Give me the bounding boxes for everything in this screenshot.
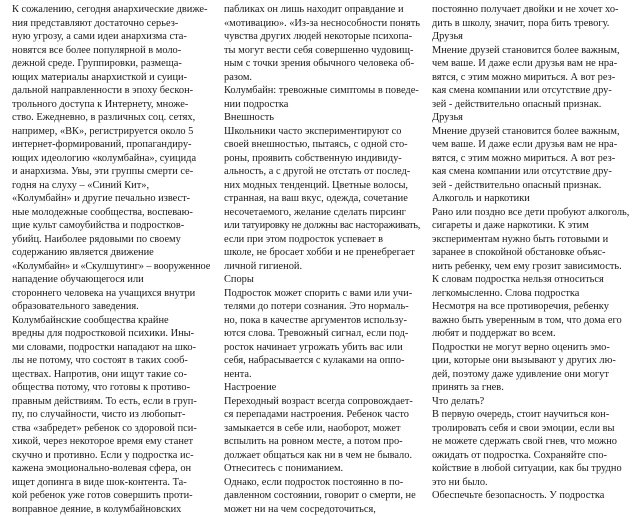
text-line: Школьники часто экспериментируют со <box>224 125 420 139</box>
text-line: своей внешностью, пытаясь, с одной сто- <box>224 138 420 152</box>
text-line: важно быть уверенным в том, что дома его <box>432 314 630 328</box>
text-line: «Колумбайн» и другие печально извест- <box>12 192 210 206</box>
text-line: телями до потери сознания. Это нормаль- <box>224 300 420 314</box>
text-line: вредны для подростковой психики. Ины- <box>12 327 210 341</box>
text-line: ся перепадами настроения. Ребенок часто <box>224 408 420 422</box>
text-line: кая смена компании или отсутствие дру- <box>432 84 630 98</box>
text-line: пу, по случайности, чисто из любопыт- <box>12 408 210 422</box>
text-line: правным действиям. То есть, если в груп- <box>12 395 210 409</box>
text-line: альность, а с другой не отстать от послед- <box>224 165 420 179</box>
text-line: не можете сдержать свой гнев, что можно <box>432 435 630 449</box>
text-line: ния представляют достаточно серьез- <box>12 17 210 31</box>
text-line: В первую очередь, стоит научиться кон- <box>432 408 630 422</box>
text-line: Что делать? <box>432 395 630 409</box>
text-line: росток начинает угрожать убить вас или <box>224 341 420 355</box>
text-line: К словам подростка нельзя относиться <box>432 273 630 287</box>
text-line: Настроение <box>224 381 420 395</box>
text-line: нии подростка <box>224 98 420 112</box>
text-line: Несмотря на все противоречия, ребенку <box>432 300 630 314</box>
text-line: замыкается в себе или, наоборот, может <box>224 422 420 436</box>
text-line: воправное деяние, в колумбайновских <box>12 503 210 516</box>
text-line: кая смена компании или отсутствие дру- <box>432 165 630 179</box>
text-line: К сожалению, сегодня анархические движе- <box>12 3 210 17</box>
text-line: чем ваше. И даже если друзья вам не нра- <box>432 138 630 152</box>
text-line: койствие в любой ситуации, как бы трудно <box>432 462 630 476</box>
text-line: сигареты и даже наркотики. К этим <box>432 219 630 233</box>
text-line: зей - действительно опасный признак. <box>432 179 630 193</box>
text-line: нападение обучающегося или <box>12 273 210 287</box>
text-line: или татуировку не должны вас настораживать, <box>224 219 420 233</box>
text-line: них модных тенденций. Цветные волосы, <box>224 179 420 193</box>
text-line: школе, не бросает хобби и не пренебрегает <box>224 246 420 260</box>
text-line: ную угрозу, а сами идеи анархизма ста- <box>12 30 210 44</box>
text-line: лы не потому, что состоят в таких сооб- <box>12 354 210 368</box>
text-line: например, «ВК», регистрируется около 5 <box>12 125 210 139</box>
text-line: ные молодежные сообщества, воспеваю- <box>12 206 210 220</box>
text-line: «Колумбайн» и «Скулшутинг» – вооруженное <box>12 260 210 274</box>
text-line: пабликах он лишь находит оправдание и <box>224 3 420 17</box>
text-line: любят и поддержат во всем. <box>432 327 630 341</box>
text-line: вятся, с этим можно мириться. А вот рез- <box>432 71 630 85</box>
text-line: Колумбайнские сообщества крайне <box>12 314 210 328</box>
text-line: ты могут вести себя совершенно чудовищ- <box>224 44 420 58</box>
text-line: Алкоголь и наркотики <box>432 192 630 206</box>
text-line: ным с точки зрения обычного человека об- <box>224 57 420 71</box>
text-line: интернет-формирований, пропагандиру- <box>12 138 210 152</box>
text-line: Подросток может спорить с вами или учи- <box>224 287 420 301</box>
text-line: Внешность <box>224 111 420 125</box>
text-line: давленном состоянии, говорит о смерти, не <box>224 489 420 503</box>
text-line: Мнение друзей становится более важным, <box>432 44 630 58</box>
text-line: ство. Ежедневно, в различных соц. сетях, <box>12 111 210 125</box>
text-line: вспылить на ровном месте, а потом про- <box>224 435 420 449</box>
text-line: зей - действительно опасный признак. <box>432 98 630 112</box>
text-line: Обеспечьте безопасность. У подростка <box>432 489 630 503</box>
text-line: хикой, через некоторое время ему станет <box>12 435 210 449</box>
text-line: чувства других людей некоторые психопа- <box>224 30 420 44</box>
text-line: может ни на чем сосредоточиться, <box>224 503 420 516</box>
text-line: Подростки не могут верно оценить эмо- <box>432 341 630 355</box>
text-line: общества потому, что готовы к противо- <box>12 381 210 395</box>
text-line: содержанию является движение <box>12 246 210 260</box>
text-line: кой ребенок уже готов совершить проти- <box>12 489 210 503</box>
text-line: Споры <box>224 273 420 287</box>
text-line: Друзья <box>432 30 630 44</box>
text-line: Однако, если подросток постоянно в по- <box>224 476 420 490</box>
text-line: ми словами, подростки нападают на шко- <box>12 341 210 355</box>
text-line: дей, поэтому даже удивление они могут <box>432 368 630 382</box>
text-line: вятся, с этим можно мириться. А вот рез- <box>432 152 630 166</box>
text-line: и анархизма. Увы, эти группы смерти се- <box>12 165 210 179</box>
text-line: Колумбайн: тревожные симптомы в поведе- <box>224 84 420 98</box>
text-line: должает общаться как ни в чем не бывало. <box>224 449 420 463</box>
text-line: нента. <box>224 368 420 382</box>
text-line: кажена эмоционально-волевая сфера, он <box>12 462 210 476</box>
text-line: но, пока в качестве аргументов использу- <box>224 314 420 328</box>
text-line: тролировать себя и свои эмоции, если вы <box>432 422 630 436</box>
text-line: трольного доступа к Интернету, множе- <box>12 98 210 112</box>
text-line: странная, на ваш вкус, одежда, сочетание <box>224 192 420 206</box>
text-line: ются слова. Тревожный сигнал, если под- <box>224 327 420 341</box>
text-line: годня на слуху – «Синий Кит», <box>12 179 210 193</box>
text-line: ющих материалы анархисткой и суици- <box>12 71 210 85</box>
text-line: Рано или поздно все дети пробуют алкоголь, <box>432 206 630 220</box>
text-line: личной гигиеной. <box>224 260 420 274</box>
text-line: образовательного заведения. <box>12 300 210 314</box>
text-line: Мнение друзей становится более важным, <box>432 125 630 139</box>
text-line: стороннего человека на учащихся внутри <box>12 287 210 301</box>
text-line: ства «забредет» ребенок со здоровой пси- <box>12 422 210 436</box>
text-line: экспериментам нужно быть готовыми и <box>432 233 630 247</box>
text-line: ществах. Напротив, они ищут такие со- <box>12 368 210 382</box>
text-line: нить ребенку, чем ему грозит зависимость. <box>432 260 630 274</box>
text-line: это ни было. <box>432 476 630 490</box>
text-line: роны, проявить собственную индивиду- <box>224 152 420 166</box>
text-line: ции, которые они вызывают у других лю- <box>432 354 630 368</box>
text-line: дить в школу, значит, пора бить тревогу. <box>432 17 630 31</box>
text-line: Отнеситесь с пониманием. <box>224 462 420 476</box>
text-line: себя, набрасывается с кулаками на оппо- <box>224 354 420 368</box>
text-line: легкомысленно. Слова подростка <box>432 287 630 301</box>
text-line: ющих идеологию «колумбайна», суицида <box>12 152 210 166</box>
text-column-2 <box>224 3 420 452</box>
text-line: «мотивацию». «Из-за неснособности понять <box>224 17 420 31</box>
text-line: разом. <box>224 71 420 85</box>
text-line: Друзья <box>432 111 630 125</box>
text-line: ожидать от подростка. Сохраняйте спо- <box>432 449 630 463</box>
text-line: скучно и противно. Если у подростка ис- <box>12 449 210 463</box>
text-column-3 <box>432 3 630 452</box>
text-line: Переходный возраст всегда сопровождает- <box>224 395 420 409</box>
text-line: несочетаемого, желание сделать пирсинг <box>224 206 420 220</box>
text-line: дальной направленности в эпоху бескон- <box>12 84 210 98</box>
text-line: дежной среде. Группировки, размеща- <box>12 57 210 71</box>
text-line: чем ваше. И даже если друзья вам не нра- <box>432 57 630 71</box>
text-column-1 <box>12 3 210 452</box>
text-line: убийц. Наиболее рядовыми по своему <box>12 233 210 247</box>
text-line: щие культ самоубийства и подростков- <box>12 219 210 233</box>
text-line: постоянно получает двойки и не хочет хо- <box>432 3 630 17</box>
text-line: новятся все более популярной в моло- <box>12 44 210 58</box>
text-line: заранее в спокойной обстановке объяс- <box>432 246 630 260</box>
text-line: если при этом подросток успевает в <box>224 233 420 247</box>
text-line: ищет допинга в виде шок-контента. Та- <box>12 476 210 490</box>
text-line: принять за гнев. <box>432 381 630 395</box>
